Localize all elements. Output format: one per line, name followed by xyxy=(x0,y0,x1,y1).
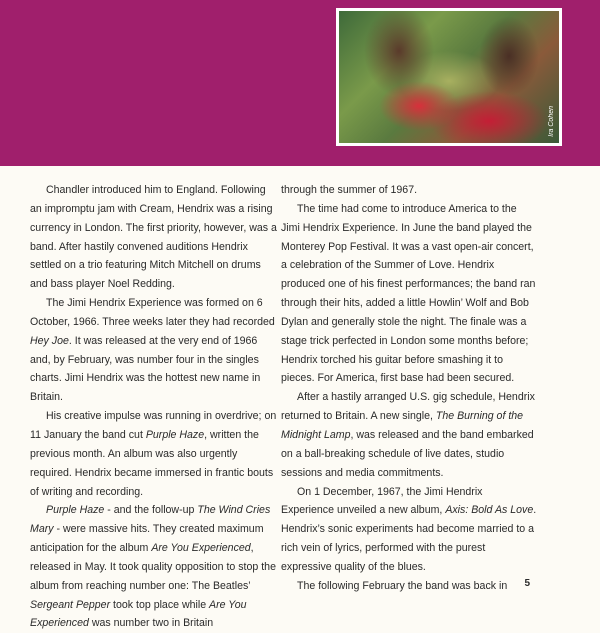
text-run: His creative impulse was running in overdrive; on 11 January the band cut xyxy=(30,410,277,441)
paragraph xyxy=(30,407,280,501)
text-run: took top place while xyxy=(110,598,210,611)
paragraph xyxy=(30,181,280,294)
psychedelic-photo xyxy=(339,11,559,143)
photo-frame xyxy=(336,8,562,146)
italic-title: Hey Joe xyxy=(30,334,69,347)
italic-title: Are You Experienced xyxy=(151,542,251,555)
right-text-column xyxy=(281,181,537,596)
text-run: through the summer of 1967. xyxy=(281,184,418,196)
text-run: - and the follow-up xyxy=(104,504,198,517)
magenta-header-band xyxy=(0,0,600,166)
paragraph xyxy=(281,181,537,200)
paragraph xyxy=(281,200,537,388)
text-run: . It was released at the very end of 1966 and, by February, was number four in the singles charts. Jimi Hendrix was the hottest new name in Britain. xyxy=(30,334,261,404)
text-run: . Hendrix’s sonic experiments had become married to a rich vein of lyrics, performed with the purest expressive quality of the blues. xyxy=(281,504,537,573)
text-run: The Jimi Hendrix Experience was formed on 6 October, 1966. Three weeks later they had recorded xyxy=(30,297,275,328)
italic-title: Purple Haze xyxy=(46,504,105,517)
photo-credit: Ira Cohen xyxy=(548,106,555,137)
page-number: 5 xyxy=(524,578,530,589)
italic-title: Are You Experienced xyxy=(30,598,247,630)
italic-title: The Burning of the Midnight Lamp xyxy=(281,410,524,441)
paragraph xyxy=(281,483,537,577)
paragraph xyxy=(30,501,280,633)
italic-title: Sergeant Pepper xyxy=(30,598,111,611)
text-run: The time had come to introduce America to the Jimi Hendrix Experience. In June the band played the Monterey Pop Festival. It was a vast open-air concert, a celebration of the Summer of Love. Hendrix produced one of his finest performances; the band ran through their hits, added a little Howlin’ Wolf and Bob Dylan and generally stole the night. The finale was a stage trick perfected in London some months before; Hendrix torched his guitar before smashing it to pieces. For America, first base had been secured. xyxy=(281,202,536,385)
left-text-column xyxy=(30,181,280,633)
italic-title: The Wind Cries Mary xyxy=(30,504,271,536)
text-run: , written the previous month. An album was also urgently required. Hendrix became immersed in frantic bouts of writing and recording. xyxy=(30,428,274,498)
text-run: was number two in Britain xyxy=(88,617,214,630)
italic-title: Axis: Bold As Love xyxy=(445,504,534,517)
paragraph xyxy=(30,294,280,407)
text-run: , was released and the band embarked on a ball-breaking schedule of live dates, studio sessions and media commitments. xyxy=(281,428,534,479)
text-run: On 1 December, 1967, the Jimi Hendrix Experience unveiled a new album, xyxy=(281,485,483,517)
text-run: The following February the band was back in xyxy=(297,579,508,592)
paragraph xyxy=(281,577,537,596)
text-run: - were massive hits. They created maximum anticipation for the album xyxy=(30,523,264,555)
italic-title: Purple Haze xyxy=(145,428,205,441)
text-run: , released in May. It took quality opposition to stop the album from reaching number one: The Beatles’ xyxy=(30,542,276,592)
text-run: After a hastily arranged U.S. gig schedule, Hendrix returned to Britain. A new single, xyxy=(281,391,535,423)
text-run: Chandler introduced him to England. Following an impromptu jam with Cream, Hendrix was a rising currency in London. The first priority, however, was a band. After hastily convened auditions Hendrix settled on a trio featuring Mitch Mitchell on drums and bass player Noel Redding. xyxy=(30,184,277,291)
paragraph xyxy=(281,388,537,482)
